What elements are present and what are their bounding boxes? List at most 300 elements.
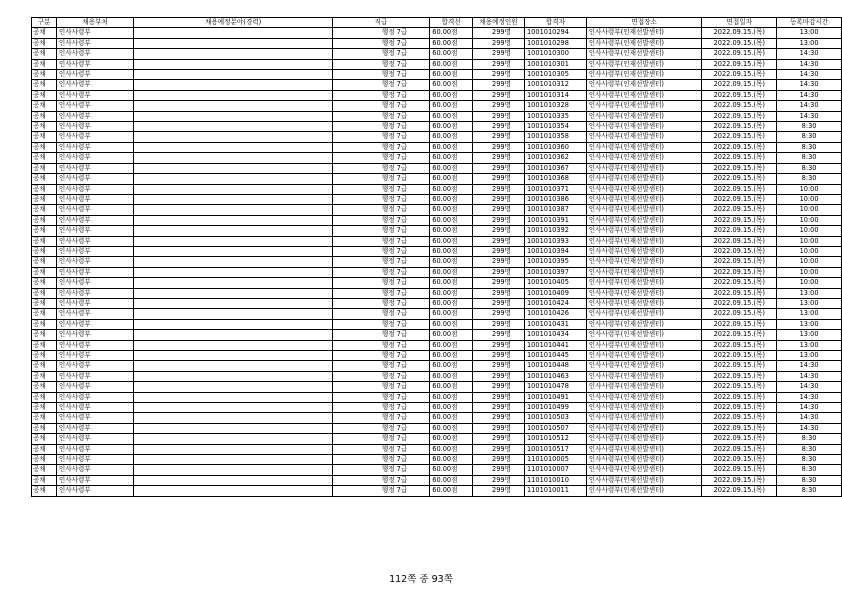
- cell-grade: 행정 7급: [332, 288, 429, 298]
- cell-location: 인사사령부(인재선발센터): [586, 215, 702, 225]
- cell-date: 2022.09.15.(목): [702, 28, 777, 38]
- cell-cutoff: 60.00점: [430, 194, 473, 204]
- cell-deadline: 14:30: [777, 59, 842, 69]
- cell-department: 인사사령부: [56, 38, 134, 48]
- cell-department: 인사사령부: [56, 403, 134, 413]
- table-row: [32, 309, 842, 319]
- table-row: [32, 444, 842, 454]
- cell-grade: 행정 7급: [332, 444, 429, 454]
- cell-department: 인사사령부: [56, 101, 134, 111]
- cell-department: 인사사령부: [56, 413, 134, 423]
- results-table: [31, 17, 842, 497]
- cell-deadline: 8:30: [777, 142, 842, 152]
- cell-headcount: 299명: [473, 49, 525, 59]
- table-row: [32, 298, 842, 308]
- table-row: [32, 70, 842, 80]
- cell-cutoff: 60.00점: [430, 371, 473, 381]
- table-row: [32, 423, 842, 433]
- table-row: [32, 465, 842, 475]
- cell-applicant-id: 1001010431: [524, 319, 586, 329]
- cell-cutoff: 60.00점: [430, 122, 473, 132]
- cell-grade: 행정 7급: [332, 413, 429, 423]
- cell-field: [134, 59, 332, 69]
- cell-date: 2022.09.15.(목): [702, 298, 777, 308]
- table-row: [32, 340, 842, 350]
- cell-date: 2022.09.15.(목): [702, 330, 777, 340]
- cell-date: 2022.09.15.(목): [702, 205, 777, 215]
- cell-headcount: 299명: [473, 330, 525, 340]
- cell-date: 2022.09.15.(목): [702, 309, 777, 319]
- cell-applicant-id: 1001010393: [524, 236, 586, 246]
- cell-grade: 행정 7급: [332, 319, 429, 329]
- cell-grade: 행정 7급: [332, 215, 429, 225]
- cell-applicant-id: 1001010448: [524, 361, 586, 371]
- cell-cutoff: 60.00점: [430, 28, 473, 38]
- cell-grade: 행정 7급: [332, 392, 429, 402]
- cell-location: 인사사령부(인재선발센터): [586, 111, 702, 121]
- cell-grade: 행정 7급: [332, 361, 429, 371]
- cell-field: [134, 122, 332, 132]
- cell-location: 인사사령부(인재선발센터): [586, 288, 702, 298]
- table-row: [32, 475, 842, 485]
- cell-category: 공채: [32, 392, 57, 402]
- cell-applicant-id: 1001010371: [524, 184, 586, 194]
- cell-deadline: 14:30: [777, 101, 842, 111]
- cell-date: 2022.09.15.(목): [702, 434, 777, 444]
- cell-date: 2022.09.15.(목): [702, 215, 777, 225]
- cell-field: [134, 111, 332, 121]
- cell-cutoff: 60.00점: [430, 465, 473, 475]
- cell-location: 인사사령부(인재선발센터): [586, 153, 702, 163]
- table-row: [32, 111, 842, 121]
- cell-field: [134, 361, 332, 371]
- cell-category: 공채: [32, 330, 57, 340]
- cell-department: 인사사령부: [56, 288, 134, 298]
- cell-field: [134, 382, 332, 392]
- cell-headcount: 299명: [473, 142, 525, 152]
- cell-date: 2022.09.15.(목): [702, 403, 777, 413]
- cell-headcount: 299명: [473, 111, 525, 121]
- cell-category: 공채: [32, 486, 57, 496]
- cell-field: [134, 486, 332, 496]
- cell-field: [134, 403, 332, 413]
- cell-grade: 행정 7급: [332, 184, 429, 194]
- cell-department: 인사사령부: [56, 132, 134, 142]
- cell-category: 공채: [32, 101, 57, 111]
- cell-location: 인사사령부(인재선발센터): [586, 28, 702, 38]
- cell-applicant-id: 1001010409: [524, 288, 586, 298]
- cell-field: [134, 330, 332, 340]
- cell-deadline: 14:30: [777, 392, 842, 402]
- cell-field: [134, 49, 332, 59]
- cell-cutoff: 60.00점: [430, 236, 473, 246]
- cell-cutoff: 60.00점: [430, 392, 473, 402]
- cell-grade: 행정 7급: [332, 90, 429, 100]
- table-row: [32, 205, 842, 215]
- cell-deadline: 14:30: [777, 361, 842, 371]
- table-row: [32, 28, 842, 38]
- cell-category: 공채: [32, 444, 57, 454]
- cell-deadline: 8:30: [777, 455, 842, 465]
- cell-category: 공채: [32, 111, 57, 121]
- cell-applicant-id: 1001010395: [524, 257, 586, 267]
- table-row: [32, 486, 842, 496]
- cell-deadline: 13:00: [777, 38, 842, 48]
- cell-deadline: 13:00: [777, 309, 842, 319]
- cell-grade: 행정 7급: [332, 122, 429, 132]
- cell-grade: 행정 7급: [332, 174, 429, 184]
- cell-applicant-id: 1001010394: [524, 246, 586, 256]
- cell-category: 공채: [32, 309, 57, 319]
- cell-applicant-id: 1001010441: [524, 340, 586, 350]
- cell-applicant-id: 1101010007: [524, 465, 586, 475]
- cell-applicant-id: 1001010328: [524, 101, 586, 111]
- cell-applicant-id: 1001010478: [524, 382, 586, 392]
- cell-deadline: 14:30: [777, 423, 842, 433]
- cell-cutoff: 60.00점: [430, 59, 473, 69]
- cell-location: 인사사령부(인재선발센터): [586, 403, 702, 413]
- cell-deadline: 14:30: [777, 403, 842, 413]
- cell-category: 공채: [32, 80, 57, 90]
- cell-field: [134, 205, 332, 215]
- cell-grade: 행정 7급: [332, 28, 429, 38]
- cell-location: 인사사령부(인재선발센터): [586, 163, 702, 173]
- cell-location: 인사사령부(인재선발센터): [586, 132, 702, 142]
- cell-cutoff: 60.00점: [430, 351, 473, 361]
- cell-headcount: 299명: [473, 205, 525, 215]
- cell-field: [134, 392, 332, 402]
- cell-date: 2022.09.15.(목): [702, 49, 777, 59]
- cell-applicant-id: 1001010294: [524, 28, 586, 38]
- cell-department: 인사사령부: [56, 246, 134, 256]
- cell-cutoff: 60.00점: [430, 246, 473, 256]
- cell-location: 인사사령부(인재선발센터): [586, 351, 702, 361]
- cell-location: 인사사령부(인재선발센터): [586, 465, 702, 475]
- cell-department: 인사사령부: [56, 340, 134, 350]
- cell-category: 공채: [32, 38, 57, 48]
- cell-date: 2022.09.15.(목): [702, 226, 777, 236]
- cell-cutoff: 60.00점: [430, 257, 473, 267]
- cell-field: [134, 38, 332, 48]
- cell-department: 인사사령부: [56, 278, 134, 288]
- table-body: [32, 28, 842, 496]
- header-cell-date: 면접일자: [702, 18, 777, 28]
- cell-deadline: 10:00: [777, 257, 842, 267]
- cell-deadline: 13:00: [777, 330, 842, 340]
- cell-grade: 행정 7급: [332, 309, 429, 319]
- cell-applicant-id: 1001010426: [524, 309, 586, 319]
- table-row: [32, 163, 842, 173]
- cell-deadline: 14:30: [777, 371, 842, 381]
- cell-date: 2022.09.15.(목): [702, 59, 777, 69]
- cell-cutoff: 60.00점: [430, 142, 473, 152]
- cell-field: [134, 319, 332, 329]
- cell-headcount: 299명: [473, 122, 525, 132]
- cell-headcount: 299명: [473, 392, 525, 402]
- cell-location: 인사사령부(인재선발센터): [586, 38, 702, 48]
- cell-department: 인사사령부: [56, 90, 134, 100]
- cell-headcount: 299명: [473, 455, 525, 465]
- cell-category: 공채: [32, 215, 57, 225]
- cell-cutoff: 60.00점: [430, 49, 473, 59]
- cell-cutoff: 60.00점: [430, 132, 473, 142]
- cell-applicant-id: 1001010512: [524, 434, 586, 444]
- cell-department: 인사사령부: [56, 142, 134, 152]
- cell-date: 2022.09.15.(목): [702, 153, 777, 163]
- cell-headcount: 299명: [473, 153, 525, 163]
- cell-category: 공채: [32, 278, 57, 288]
- cell-location: 인사사령부(인재선발센터): [586, 80, 702, 90]
- cell-department: 인사사령부: [56, 122, 134, 132]
- cell-deadline: 10:00: [777, 184, 842, 194]
- cell-date: 2022.09.15.(목): [702, 122, 777, 132]
- cell-category: 공채: [32, 194, 57, 204]
- cell-grade: 행정 7급: [332, 70, 429, 80]
- cell-location: 인사사령부(인재선발센터): [586, 486, 702, 496]
- cell-deadline: 8:30: [777, 465, 842, 475]
- cell-date: 2022.09.15.(목): [702, 38, 777, 48]
- cell-applicant-id: 1001010391: [524, 215, 586, 225]
- cell-department: 인사사령부: [56, 59, 134, 69]
- cell-deadline: 8:30: [777, 132, 842, 142]
- cell-department: 인사사령부: [56, 226, 134, 236]
- cell-cutoff: 60.00점: [430, 215, 473, 225]
- cell-cutoff: 60.00점: [430, 423, 473, 433]
- cell-category: 공채: [32, 298, 57, 308]
- cell-location: 인사사령부(인재선발센터): [586, 101, 702, 111]
- cell-deadline: 14:30: [777, 70, 842, 80]
- cell-deadline: 13:00: [777, 351, 842, 361]
- cell-department: 인사사령부: [56, 80, 134, 90]
- table-row: [32, 142, 842, 152]
- cell-deadline: 13:00: [777, 298, 842, 308]
- cell-category: 공채: [32, 122, 57, 132]
- cell-date: 2022.09.15.(목): [702, 111, 777, 121]
- table-row: [32, 226, 842, 236]
- cell-location: 인사사령부(인재선발센터): [586, 142, 702, 152]
- cell-applicant-id: 1001010314: [524, 90, 586, 100]
- table-row: [32, 184, 842, 194]
- cell-location: 인사사령부(인재선발센터): [586, 49, 702, 59]
- cell-category: 공채: [32, 132, 57, 142]
- cell-grade: 행정 7급: [332, 142, 429, 152]
- cell-headcount: 299명: [473, 309, 525, 319]
- cell-field: [134, 28, 332, 38]
- cell-grade: 행정 7급: [332, 455, 429, 465]
- cell-location: 인사사령부(인재선발센터): [586, 90, 702, 100]
- cell-applicant-id: 1001010358: [524, 132, 586, 142]
- cell-department: 인사사령부: [56, 444, 134, 454]
- cell-cutoff: 60.00점: [430, 101, 473, 111]
- cell-cutoff: 60.00점: [430, 382, 473, 392]
- table-row: [32, 101, 842, 111]
- cell-location: 인사사령부(인재선발센터): [586, 70, 702, 80]
- table-row: [32, 455, 842, 465]
- cell-category: 공채: [32, 403, 57, 413]
- cell-cutoff: 60.00점: [430, 111, 473, 121]
- cell-headcount: 299명: [473, 319, 525, 329]
- cell-applicant-id: 1001010300: [524, 49, 586, 59]
- cell-headcount: 299명: [473, 382, 525, 392]
- cell-applicant-id: 1001010354: [524, 122, 586, 132]
- cell-field: [134, 257, 332, 267]
- cell-deadline: 8:30: [777, 163, 842, 173]
- cell-headcount: 299명: [473, 298, 525, 308]
- cell-grade: 행정 7급: [332, 371, 429, 381]
- cell-category: 공채: [32, 257, 57, 267]
- cell-cutoff: 60.00점: [430, 309, 473, 319]
- cell-field: [134, 215, 332, 225]
- cell-deadline: 14:30: [777, 382, 842, 392]
- cell-category: 공채: [32, 236, 57, 246]
- table-row: [32, 90, 842, 100]
- cell-date: 2022.09.15.(목): [702, 444, 777, 454]
- cell-category: 공채: [32, 28, 57, 38]
- cell-date: 2022.09.15.(목): [702, 413, 777, 423]
- cell-headcount: 299명: [473, 413, 525, 423]
- cell-category: 공채: [32, 90, 57, 100]
- table-row: [32, 351, 842, 361]
- table-row: [32, 132, 842, 142]
- cell-grade: 행정 7급: [332, 132, 429, 142]
- cell-deadline: 14:30: [777, 49, 842, 59]
- cell-grade: 행정 7급: [332, 163, 429, 173]
- cell-grade: 행정 7급: [332, 465, 429, 475]
- cell-deadline: 8:30: [777, 434, 842, 444]
- table-row: [32, 319, 842, 329]
- cell-field: [134, 184, 332, 194]
- cell-deadline: 8:30: [777, 153, 842, 163]
- table-row: [32, 288, 842, 298]
- cell-headcount: 299명: [473, 90, 525, 100]
- cell-field: [134, 434, 332, 444]
- cell-location: 인사사령부(인재선발센터): [586, 371, 702, 381]
- cell-deadline: 8:30: [777, 475, 842, 485]
- cell-applicant-id: 1001010434: [524, 330, 586, 340]
- cell-headcount: 299명: [473, 475, 525, 485]
- cell-field: [134, 236, 332, 246]
- cell-date: 2022.09.15.(목): [702, 392, 777, 402]
- cell-field: [134, 90, 332, 100]
- cell-location: 인사사령부(인재선발센터): [586, 298, 702, 308]
- cell-grade: 행정 7급: [332, 267, 429, 277]
- cell-field: [134, 298, 332, 308]
- cell-cutoff: 60.00점: [430, 38, 473, 48]
- cell-field: [134, 163, 332, 173]
- cell-applicant-id: 1001010298: [524, 38, 586, 48]
- cell-department: 인사사령부: [56, 174, 134, 184]
- cell-deadline: 10:00: [777, 205, 842, 215]
- cell-location: 인사사령부(인재선발센터): [586, 444, 702, 454]
- cell-location: 인사사령부(인재선발센터): [586, 246, 702, 256]
- cell-category: 공채: [32, 434, 57, 444]
- cell-department: 인사사령부: [56, 194, 134, 204]
- cell-category: 공채: [32, 153, 57, 163]
- table-row: [32, 122, 842, 132]
- cell-category: 공채: [32, 382, 57, 392]
- cell-headcount: 299명: [473, 59, 525, 69]
- cell-field: [134, 455, 332, 465]
- cell-cutoff: 60.00점: [430, 444, 473, 454]
- cell-location: 인사사령부(인재선발센터): [586, 423, 702, 433]
- table-row: [32, 174, 842, 184]
- cell-location: 인사사령부(인재선발센터): [586, 174, 702, 184]
- header-cell-category: 구분: [32, 18, 57, 28]
- cell-location: 인사사령부(인재선발센터): [586, 59, 702, 69]
- cell-category: 공채: [32, 351, 57, 361]
- cell-cutoff: 60.00점: [430, 475, 473, 485]
- cell-grade: 행정 7급: [332, 298, 429, 308]
- cell-applicant-id: 1001010397: [524, 267, 586, 277]
- cell-department: 인사사령부: [56, 28, 134, 38]
- cell-cutoff: 60.00점: [430, 278, 473, 288]
- header-cell-headcount: 채용예정인원: [473, 18, 525, 28]
- cell-location: 인사사령부(인재선발센터): [586, 194, 702, 204]
- cell-location: 인사사령부(인재선발센터): [586, 226, 702, 236]
- cell-location: 인사사령부(인재선발센터): [586, 330, 702, 340]
- cell-category: 공채: [32, 288, 57, 298]
- table-row: [32, 49, 842, 59]
- cell-date: 2022.09.15.(목): [702, 288, 777, 298]
- cell-headcount: 299명: [473, 70, 525, 80]
- cell-field: [134, 288, 332, 298]
- cell-category: 공채: [32, 475, 57, 485]
- cell-headcount: 299명: [473, 486, 525, 496]
- cell-headcount: 299명: [473, 236, 525, 246]
- cell-department: 인사사령부: [56, 184, 134, 194]
- cell-cutoff: 60.00점: [430, 486, 473, 496]
- cell-department: 인사사령부: [56, 465, 134, 475]
- cell-category: 공채: [32, 319, 57, 329]
- cell-headcount: 299명: [473, 423, 525, 433]
- cell-cutoff: 60.00점: [430, 330, 473, 340]
- cell-date: 2022.09.15.(목): [702, 371, 777, 381]
- cell-department: 인사사령부: [56, 455, 134, 465]
- cell-department: 인사사령부: [56, 319, 134, 329]
- cell-applicant-id: 1001010392: [524, 226, 586, 236]
- cell-date: 2022.09.15.(목): [702, 319, 777, 329]
- cell-cutoff: 60.00점: [430, 90, 473, 100]
- cell-applicant-id: 1001010312: [524, 80, 586, 90]
- cell-deadline: 10:00: [777, 246, 842, 256]
- cell-headcount: 299명: [473, 215, 525, 225]
- cell-field: [134, 444, 332, 454]
- cell-headcount: 299명: [473, 132, 525, 142]
- table-row: [32, 194, 842, 204]
- cell-department: 인사사령부: [56, 486, 134, 496]
- cell-location: 인사사령부(인재선발센터): [586, 382, 702, 392]
- cell-deadline: 10:00: [777, 278, 842, 288]
- header-cell-applicant-id: 합격자: [524, 18, 586, 28]
- cell-category: 공채: [32, 423, 57, 433]
- cell-date: 2022.09.15.(목): [702, 80, 777, 90]
- cell-field: [134, 101, 332, 111]
- cell-date: 2022.09.15.(목): [702, 132, 777, 142]
- cell-applicant-id: 1001010368: [524, 174, 586, 184]
- table-row: [32, 236, 842, 246]
- cell-field: [134, 80, 332, 90]
- cell-grade: 행정 7급: [332, 38, 429, 48]
- table-row: [32, 246, 842, 256]
- cell-headcount: 299명: [473, 444, 525, 454]
- cell-deadline: 8:30: [777, 122, 842, 132]
- cell-grade: 행정 7급: [332, 475, 429, 485]
- cell-applicant-id: 1001010503: [524, 413, 586, 423]
- table-row: [32, 153, 842, 163]
- cell-headcount: 299명: [473, 351, 525, 361]
- cell-department: 인사사령부: [56, 163, 134, 173]
- cell-grade: 행정 7급: [332, 340, 429, 350]
